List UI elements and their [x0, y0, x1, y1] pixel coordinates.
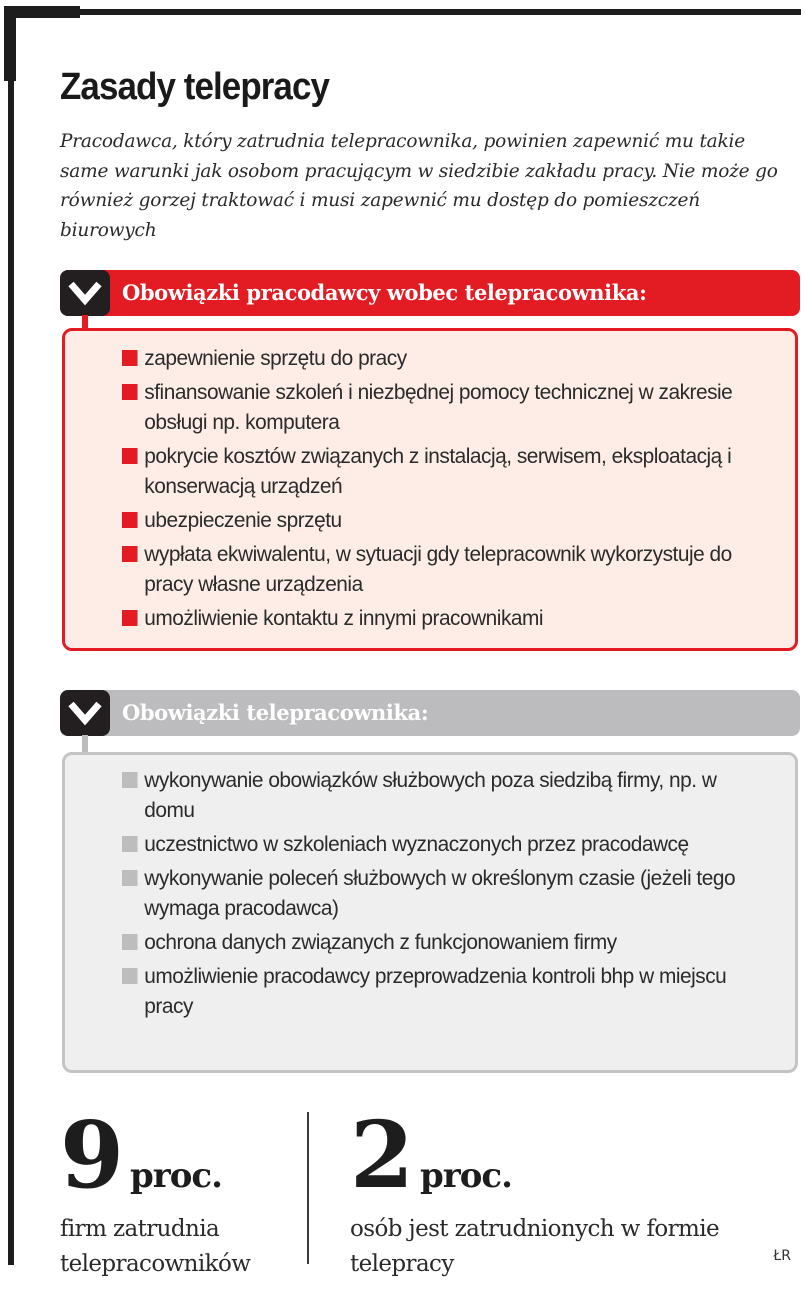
- square-bullet-icon: [122, 350, 138, 366]
- list-item: [122, 961, 762, 1021]
- list-item: [122, 377, 762, 437]
- list-item-text: zapewnienie sprzętu do pracy: [144, 346, 407, 370]
- stat-employees: [350, 1101, 770, 1282]
- list-item-text: pokrycie kosztów związanych z instalacją, serwisem, eksploatacją i konserwacją urządzeń: [144, 444, 732, 498]
- employee-duties-list: [122, 765, 782, 1025]
- employee-section-header: [60, 690, 800, 736]
- employee-connector: [82, 735, 88, 753]
- square-bullet-icon: [122, 546, 138, 562]
- chevron-down-icon: [60, 690, 110, 736]
- lead-paragraph: Pracodawca, który zatrudnia telepracownika, powinien zapewnić mu takie same warunki jak osobom pracującym w siedzibie zakładu pracy. Nie może go również gorzej traktować i musi zapewnić mu dostęp do pomieszczeń biurowych: [60, 131, 778, 241]
- list-item: [122, 863, 762, 923]
- frame-corner-vertical: [4, 6, 16, 81]
- list-item: [122, 343, 762, 373]
- list-item-text: umożliwienie kontaktu z innymi pracownikami: [144, 606, 544, 630]
- employer-section-header: [60, 270, 800, 316]
- square-bullet-icon: [122, 610, 138, 626]
- employer-duties-box: [62, 328, 798, 651]
- stat-unit: proc.: [420, 1156, 512, 1196]
- square-bullet-icon: [122, 836, 138, 852]
- list-item-text: wykonywanie poleceń służbowych w określonym czasie (jeżeli tego wymaga pracodawca): [144, 866, 736, 920]
- list-item-text: ubezpieczenie sprzętu: [144, 508, 342, 532]
- employee-duties-box: [62, 752, 798, 1073]
- list-item: [122, 539, 762, 599]
- stat-description: firm zatrudnia telepracowników: [60, 1216, 251, 1277]
- list-item-text: ochrona danych związanych z funkcjonowaniem firmy: [144, 930, 617, 954]
- square-bullet-icon: [122, 384, 138, 400]
- page-title: Zasady telepracy: [60, 66, 330, 108]
- frame-left-rule: [8, 75, 14, 1265]
- stat-description: osób jest zatrudnionych w formie telepracy: [350, 1216, 719, 1277]
- stat-unit: proc.: [130, 1156, 222, 1196]
- stats-divider: [307, 1112, 309, 1264]
- stat-value: 9: [60, 1101, 123, 1209]
- list-item: [122, 927, 762, 957]
- chevron-down-icon: [60, 270, 110, 316]
- list-item-text: sfinansowanie szkoleń i niezbędnej pomocy technicznej w zakresie obsługi np. komputera: [144, 380, 733, 434]
- list-item-text: wykonywanie obowiązków służbowych poza siedzibą firmy, np. w domu: [144, 768, 717, 822]
- employer-duties-list: [122, 343, 782, 637]
- square-bullet-icon: [122, 968, 138, 984]
- employer-section-heading: Obowiązki pracodawcy wobec telepracownika:: [122, 280, 647, 305]
- square-bullet-icon: [122, 512, 138, 528]
- square-bullet-icon: [122, 448, 138, 464]
- list-item-text: uczestnictwo w szkoleniach wyznaczonych przez pracodawcę: [144, 832, 689, 856]
- stat-value: 2: [350, 1101, 413, 1209]
- square-bullet-icon: [122, 934, 138, 950]
- employer-connector: [82, 315, 88, 329]
- stat-firms: [60, 1101, 310, 1282]
- list-item: [122, 603, 762, 633]
- list-item-text: wypłata ekwiwalentu, w sytuacji gdy telepracownik wykorzystuje do pracy własne urządzenia: [144, 542, 732, 596]
- square-bullet-icon: [122, 772, 138, 788]
- author-credit: ŁR: [773, 1248, 791, 1264]
- list-item: [122, 505, 762, 535]
- list-item: [122, 765, 762, 825]
- list-item-text: umożliwienie pracodawcy przeprowadzenia kontroli bhp w miejscu pracy: [144, 964, 727, 1018]
- square-bullet-icon: [122, 870, 138, 886]
- employee-section-heading: Obowiązki telepracownika:: [122, 700, 429, 725]
- list-item: [122, 441, 762, 501]
- list-item: [122, 829, 762, 859]
- frame-top-rule: [6, 9, 801, 15]
